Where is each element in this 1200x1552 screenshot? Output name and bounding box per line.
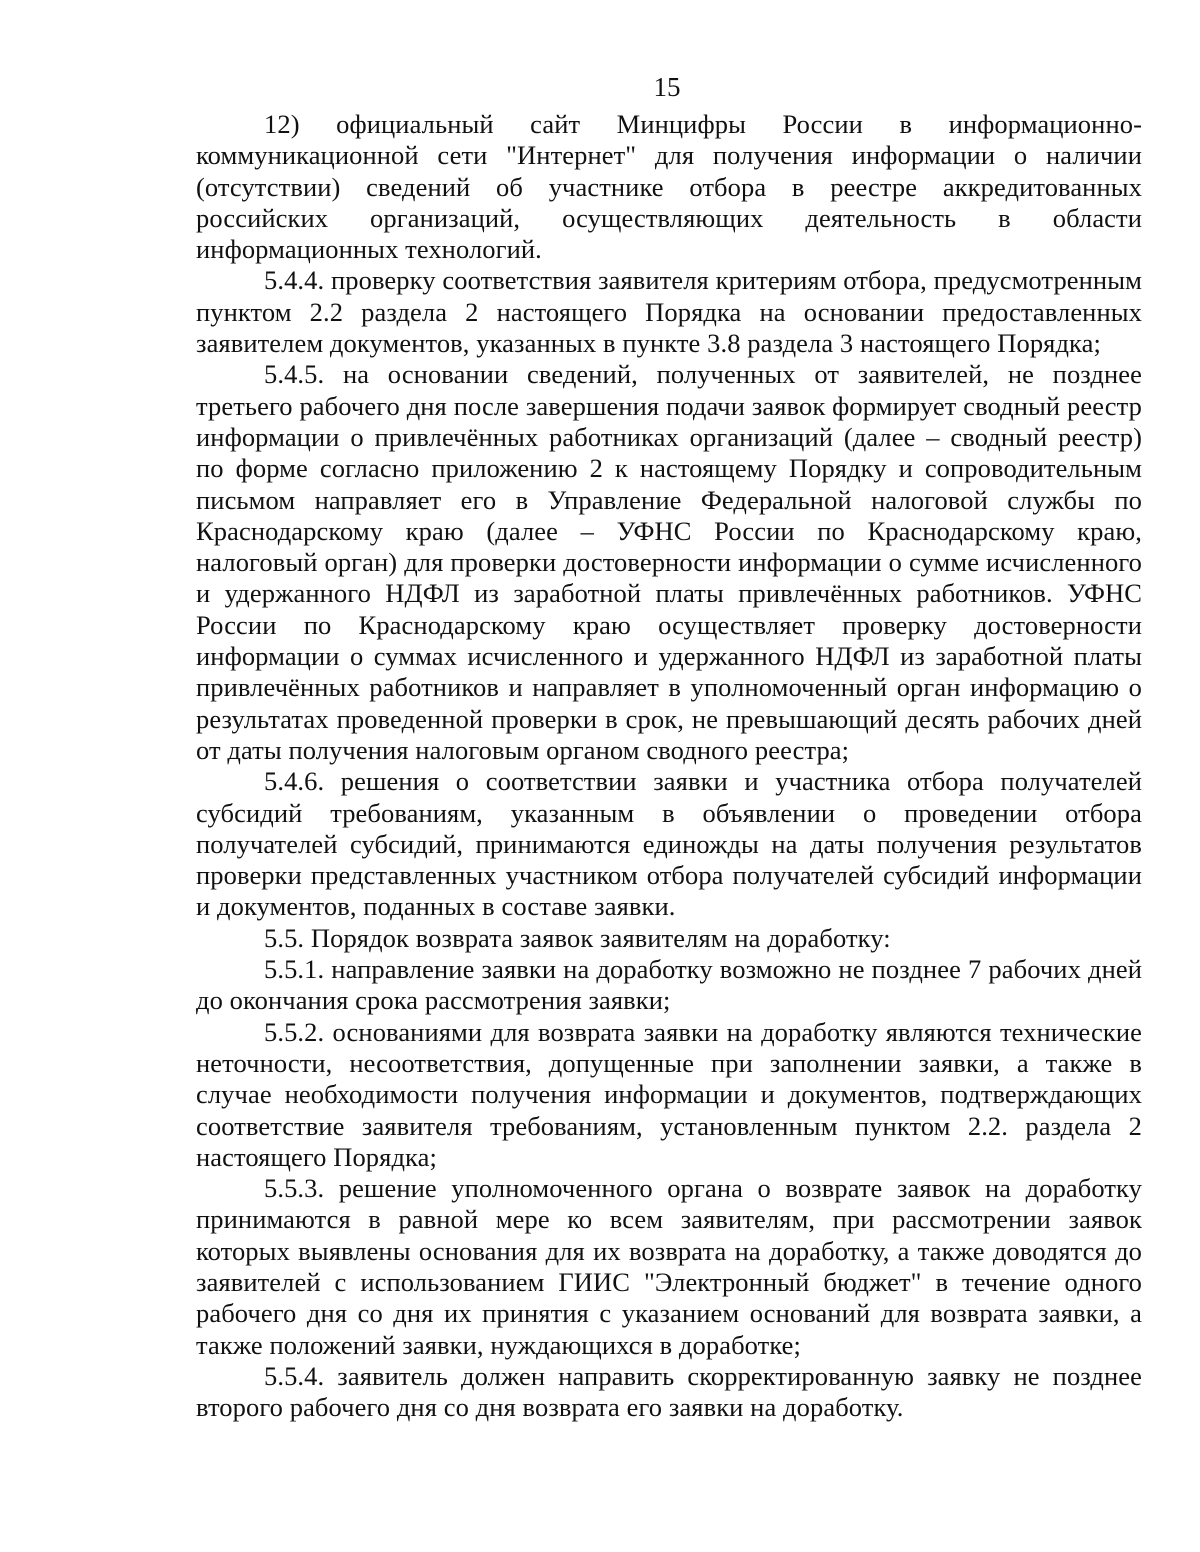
paragraph-12-official-site: 12) официальный сайт Минцифры России в информационно-коммуникационной сети "Интернет" для получения информации о наличии (отсутствии) сведений об участнике отбора в реестре аккредитованных российских организаций, осуществляющих деятельность в области информационных технологий. (196, 109, 1142, 265)
paragraph-5-5-1: 5.5.1. направление заявки на доработку возможно не позднее 7 рабочих дней до окончания срока рассмотрения заявки; (196, 954, 1142, 1016)
paragraph-5-5-2: 5.5.2. основаниями для возврата заявки на доработку являются технические неточности, несоответствия, допущенные при заполнении заявки, а также в случае необходимости получения информации и документов, подтверждающих соответствие заявителя требованиям, установленным пунктом 2.2. раздела 2 настоящего Порядка; (196, 1016, 1142, 1172)
paragraph-5-4-5: 5.4.5. на основании сведений, полученных от заявителей, не позднее третьего рабочего дня после завершения подачи заявок формирует сводный реестр информации о привлечённых работниках организаций (далее – сводный реестр) по форме согласно приложению 2 к настоящему Порядку и сопроводительным письмом направляет его в Управление Федеральной налоговой службы по Краснодарскому краю (далее – УФНС России по Краснодарскому краю, налоговый орган) для проверки достоверности информации о сумме исчисленного и удержанного НДФЛ из заработной платы привлечённых работников. УФНС России по Краснодарскому краю осуществляет проверку достоверности информации о суммах исчисленного и удержанного НДФЛ из заработной платы привлечённых работников и направляет в уполномоченный орган информацию о результатах проведенной проверки в срок, не превышающий десять рабочих дней от даты получения налоговым органом сводного реестра; (196, 359, 1142, 765)
paragraph-5-5-4: 5.5.4. заявитель должен направить скорректированную заявку не позднее второго рабочего дня со дня возврата его заявки на доработку. (196, 1360, 1142, 1423)
paragraph-5-4-4: 5.4.4. проверку соответствия заявителя критериям отбора, предусмотренным пунктом 2.2 раздела 2 настоящего Порядка на основании предоставленных заявителем документов, указанных в пункте 3.8 раздела 3 настоящего Порядка; (196, 265, 1142, 359)
page-number: 15 (653, 72, 681, 102)
paragraph-5-5: 5.5. Порядок возврата заявок заявителям на доработку: (264, 922, 891, 953)
paragraph-5-4-6: 5.4.6. решения о соответствии заявки и участника отбора получателей субсидий требованиям, указанным в объявлении о проведении отбора получателей субсидий, принимаются единожды на даты получения результатов проверки представленных участником отбора получателей субсидий информации и документов, поданных в составе заявки. (196, 766, 1142, 922)
document-body (196, 109, 1142, 1423)
paragraph-5-5-3: 5.5.3. решение уполномоченного органа о возврате заявок на доработку принимаются в равной мере ко всем заявителям, при рассмотрении заявок которых выявлены основания для их возврата на доработку, а также доводятся до заявителей с использованием ГИИС "Электронный бюджет" в течение одного рабочего дня со дня их принятия с указанием оснований для возврата заявки, а также положений заявки, нуждающихся в доработке; (196, 1173, 1142, 1360)
